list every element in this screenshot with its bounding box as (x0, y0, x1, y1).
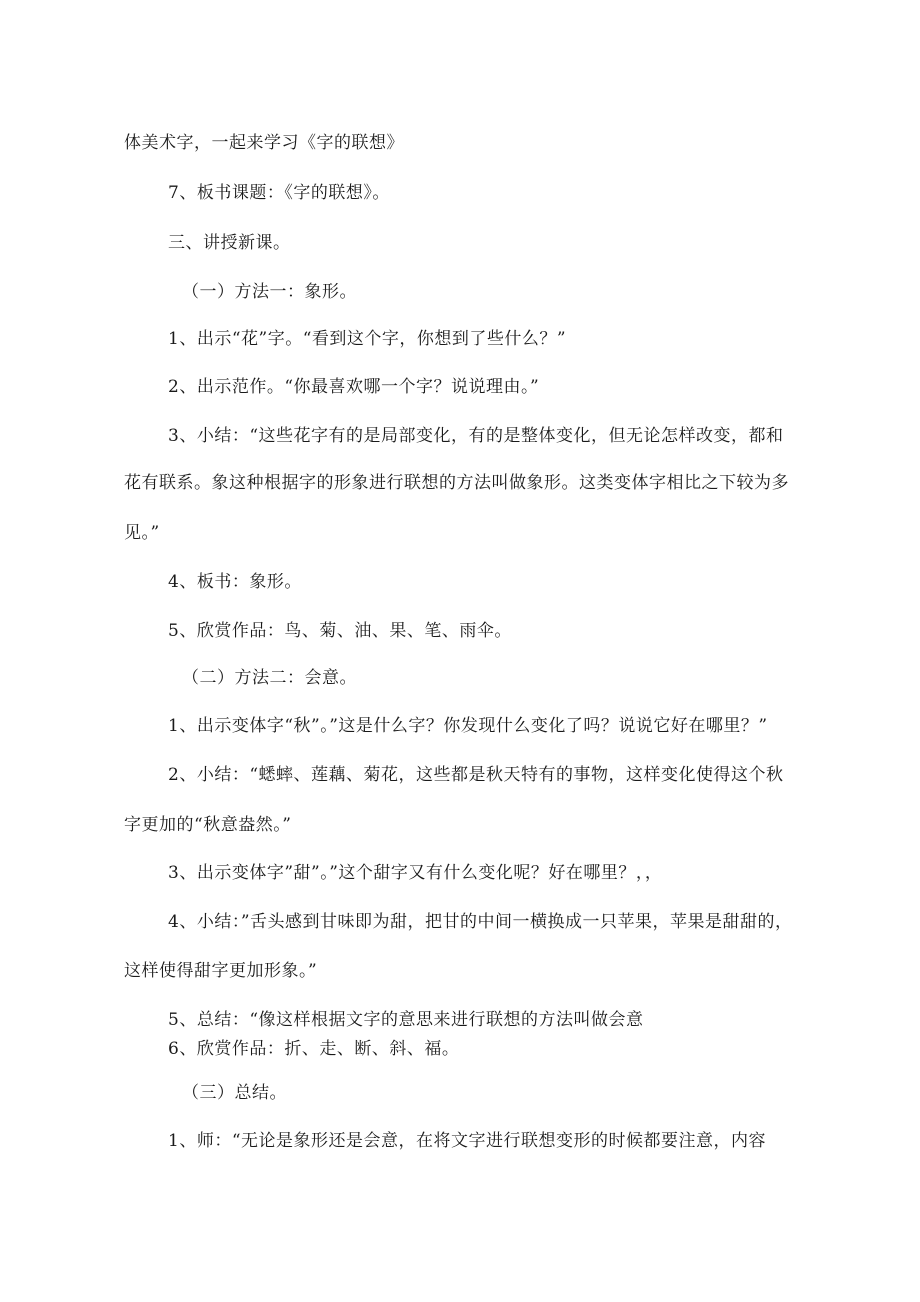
text-line: 7、板书课题：《字的联想》。 (168, 183, 390, 203)
text-line: 4、板书：象形。 (168, 572, 302, 592)
text-line: 5、欣赏作品：鸟、菊、油、果、笔、雨伞。 (168, 621, 512, 641)
text-line: 5、总结：“像这样根据文字的意思来进行联想的方法叫做会意 (168, 1010, 644, 1030)
text-line: 1、出示“花”字。“看到这个字，你想到了些什么？” (168, 329, 567, 349)
text-line: 1、师：“无论是象形还是会意，在将文字进行联想变形的时候都要注意，内容 (168, 1131, 767, 1151)
text-line: 花有联系。象这种根据字的形象进行联想的方法叫做象形。这类变体字相比之下较为多 (124, 473, 789, 493)
text-line: 3、小结：“这些花字有的是局部变化，有的是整体变化，但无论怎样改变，都和 (168, 426, 784, 446)
text-line: 3、出示变体字”甜”。”这个甜字又有什么变化呢？好在哪里？，， (168, 863, 663, 883)
subsection-heading: （三）总结。 (182, 1083, 287, 1103)
text-line: 4、小结：”舌头感到甘味即为甜，把甘的中间一横换成一只苹果，苹果是甜甜的， (168, 912, 793, 932)
section-heading: 三、讲授新课。 (168, 233, 291, 253)
text-line: 1、出示变体字“秋”。”这是什么字？你发现什么变化了吗？说说它好在哪里？” (168, 716, 768, 736)
text-line: 体美术字，一起来学习《字的联想》 (124, 133, 404, 153)
text-line: 这样使得甜字更加形象。” (124, 961, 318, 981)
subsection-heading: （一）方法一：象形。 (182, 282, 357, 302)
text-line: 见。” (124, 523, 160, 543)
text-line: 字更加的“秋意盎然。” (124, 815, 292, 835)
subsection-heading: （二）方法二：会意。 (182, 668, 357, 688)
text-line: 6、欣赏作品：折、走、断、斜、福。 (168, 1039, 460, 1059)
text-line: 2、小结：“蟋蟀、莲藕、菊花，这些都是秋天特有的事物，这样变化使得这个秋 (168, 765, 784, 785)
text-line: 2、出示范作。“你最喜欢哪一个字？说说理由。” (168, 377, 540, 397)
